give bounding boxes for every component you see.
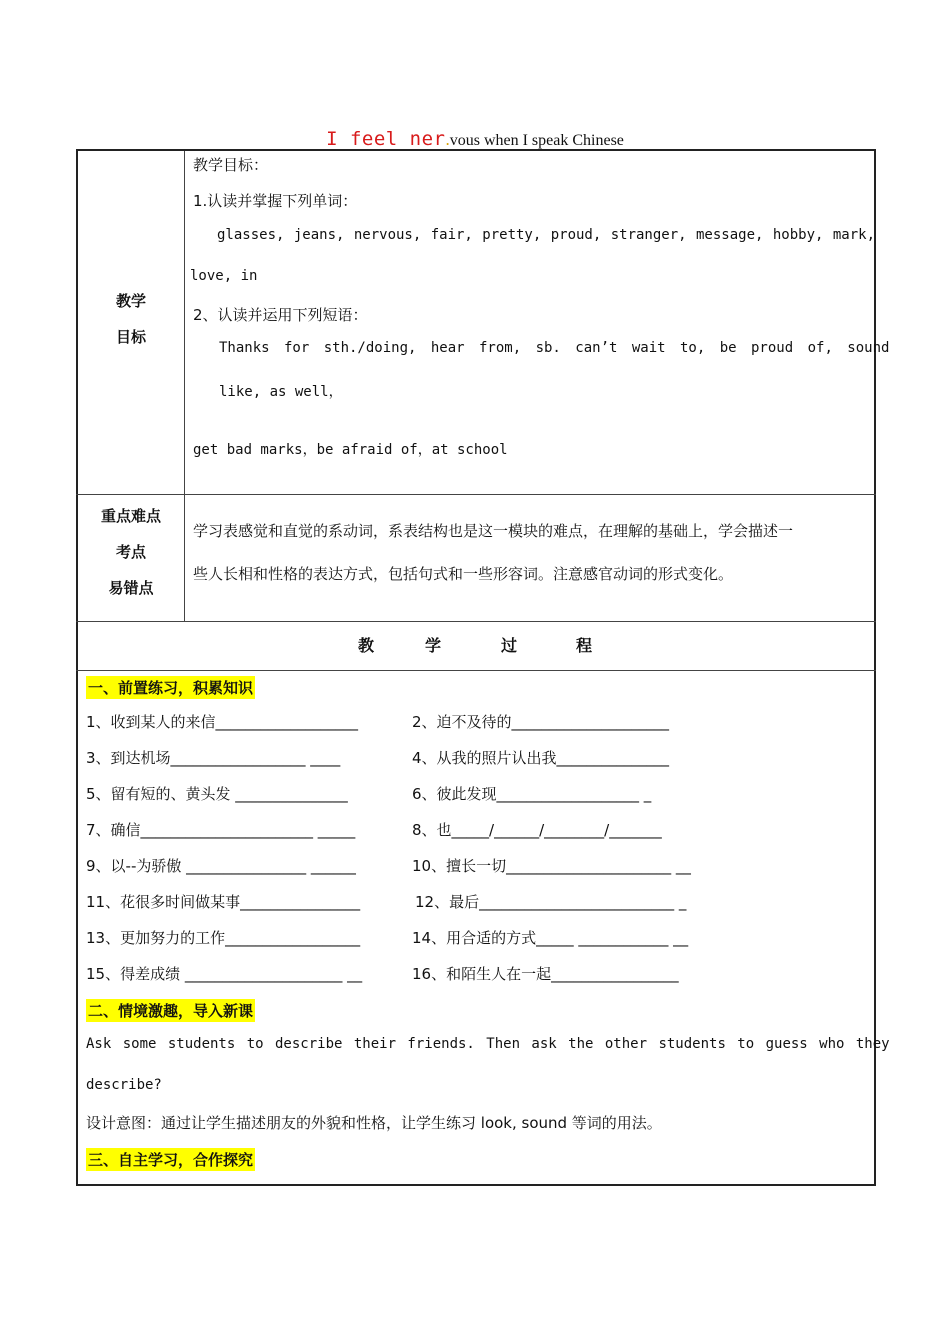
objectives-label-line2: 目标: [115, 328, 146, 346]
keypoints-label: [78, 498, 184, 606]
keypoints-text-line1: 学习表感觉和直觉的系动词，系表结构也是这一模块的难点，在理解的基础上，学会描述一: [193, 522, 794, 540]
row-divider-3: [76, 670, 876, 671]
exercise-item: 15、得差成绩 _____________________ __: [86, 965, 363, 983]
title-part-rest: vous when I speak Chinese: [449, 132, 624, 149]
exercise-item: 7、确信_______________________ _____: [86, 821, 356, 839]
design-intent: 设计意图：通过让学生描述朋友的外貌和性格，让学生练习 look, sound 等词的用法。: [86, 1114, 662, 1132]
exercise-item: 8、也_____/______/________/_______: [412, 821, 662, 839]
vocabulary-line2: love, in: [190, 268, 258, 284]
exercise-item: 13、更加努力的工作__________________: [86, 929, 361, 947]
exercise-item: 16、和陌生人在一起_________________: [412, 965, 679, 983]
section3-heading: 三、自主学习，合作探究: [86, 1148, 255, 1171]
exercise-item: 4、从我的照片认出我_______________: [412, 749, 670, 767]
exercise-item: 9、以--为骄傲 ________________ ______: [86, 857, 356, 875]
exercise-item: 3、到达机场__________________ ____: [86, 749, 341, 767]
objectives-label: [78, 283, 184, 355]
exercise-item: 5、留有短的、黄头发 _______________: [86, 785, 348, 803]
section1-heading: 一、前置练习，积累知识: [86, 676, 255, 699]
process-char-1: 教: [358, 636, 375, 655]
keypoints-label-line2: 考点: [115, 543, 146, 561]
objectives-label-line1: 教学: [115, 292, 146, 310]
process-char-3: 过: [501, 636, 518, 655]
keypoints-label-line3: 易错点: [108, 579, 154, 597]
section2-text-line1: Ask some students to describe their friends. Then ask the other students to guess who they: [86, 1036, 890, 1052]
title-part-red: I feel ner: [326, 128, 446, 150]
section2-heading: 二、情境激趣，导入新课: [86, 999, 255, 1022]
exercise-item: 6、彼此发现___________________ _: [412, 785, 652, 803]
title-mark: .: [445, 130, 450, 149]
exercise-item: 12、最后__________________________ _: [415, 893, 687, 911]
exercise-item: 10、擅长一切______________________ __: [412, 857, 691, 875]
phrases-line3: get bad marks，be afraid of，at school: [193, 442, 508, 458]
process-header: [78, 627, 874, 663]
keypoints-text-line2: 些人长相和性格的表达方式，包括句式和一些形容词。注意感官动词的形式变化。: [193, 565, 734, 583]
objectives-heading: 教学目标：: [193, 156, 269, 174]
exercise-item: 14、用合适的方式_____ ____________ __: [412, 929, 689, 947]
exercise-item: 1、收到某人的来信___________________: [86, 713, 359, 731]
row-divider-2: [76, 621, 876, 622]
exercise-item: 2、迫不及待的_____________________: [412, 713, 670, 731]
process-char-4: 程: [576, 636, 593, 655]
phrases-line1: Thanks for sth./doing, hear from, sb. can’t wait to, be proud of, sound: [219, 340, 890, 356]
phrases-line2: like, as well，: [219, 384, 343, 400]
document-title: [0, 128, 950, 150]
section2-text-line2: describe?: [86, 1077, 162, 1093]
exercise-item: 11、花很多时间做某事________________: [86, 893, 361, 911]
column-divider: [184, 151, 185, 621]
vocabulary-line1: glasses, jeans, nervous, fair, pretty, proud, stranger, message, hobby, mark,: [217, 227, 876, 243]
keypoints-label-line1: 重点难点: [100, 507, 161, 525]
row-divider-1: [76, 494, 876, 495]
objectives-item2: 2、认读并运用下列短语：: [193, 306, 368, 324]
objectives-item1: 1.认读并掌握下列单词：: [193, 192, 358, 210]
process-char-2: 学: [425, 636, 442, 655]
